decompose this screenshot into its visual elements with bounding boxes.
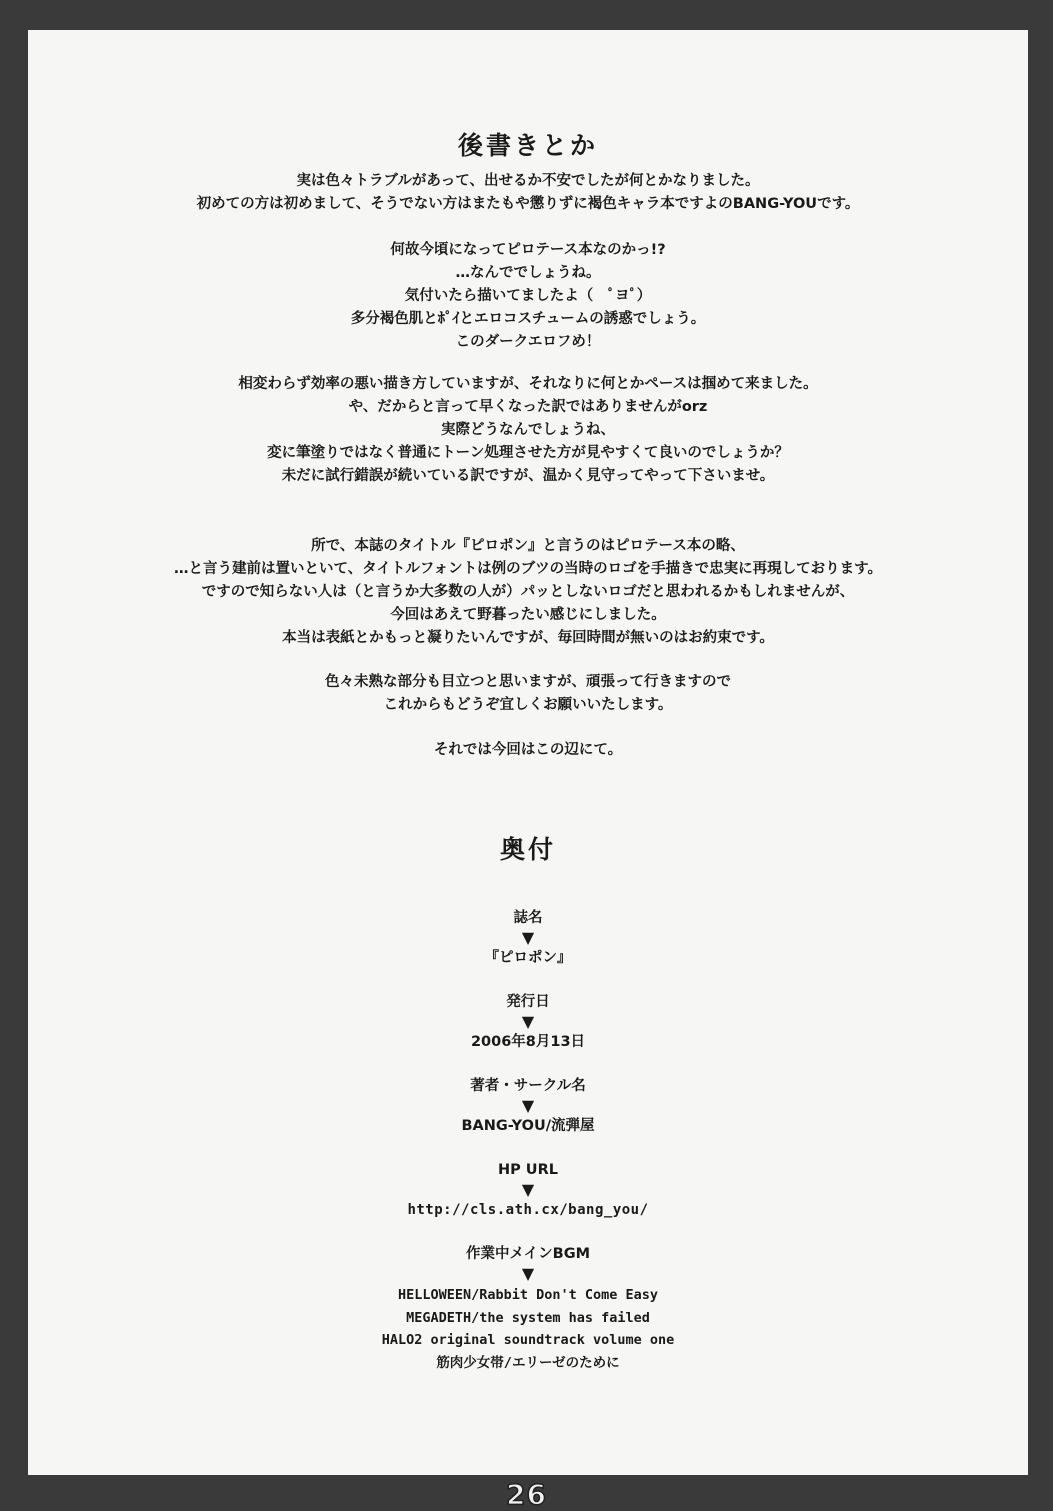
- text-line: このダークエロフめ！: [455, 334, 601, 350]
- text-line: 変に筆塗りではなく普通にトーン処理させた方が見やすくて良いのでしょうか？: [267, 445, 789, 461]
- afterword-paragraph-4: [28, 535, 1028, 650]
- entry-value: 『ピロポン』: [484, 950, 572, 966]
- down-arrow-icon: ▼: [521, 1264, 535, 1283]
- colophon-list: [28, 908, 1028, 1398]
- text-line: …なんででしょうね。: [455, 265, 601, 281]
- entry-label: HP URL: [498, 1162, 558, 1178]
- entry-label: 著者・サークル名: [470, 1078, 586, 1094]
- afterword-paragraph-1: [28, 170, 1028, 216]
- colophon-entry-title: [28, 908, 1028, 968]
- colophon-entry-date: [28, 992, 1028, 1052]
- text-line: 何故今頃になってピロテース本なのかっ!?: [390, 242, 666, 258]
- text-line: 実は色々トラブルがあって、出せるか不安でしたが何とかなりました。: [296, 173, 760, 189]
- list-item: HALO2 original soundtrack volume one: [381, 1332, 675, 1348]
- page-number: 26: [506, 1478, 547, 1511]
- afterword-paragraph-6: [28, 739, 1028, 762]
- afterword-paragraph-5: [28, 671, 1028, 717]
- text-line: 相変わらず効率の悪い描き方していますが、それなりに何とかペースは掴めて来ました。: [238, 376, 818, 392]
- text-line: 未だに試行錯誤が続いている訳ですが、温かく見守ってやって下さいませ。: [281, 468, 775, 484]
- down-arrow-icon: ▼: [521, 1096, 535, 1115]
- text-line: 今回はあえて野暮ったい感じにしました。: [390, 607, 666, 623]
- colophon-entry-author: [28, 1076, 1028, 1136]
- afterword-title: 後書きとか: [457, 131, 598, 160]
- text-line: 多分褐色肌とﾎﾟｲとエロコスチュームの誘惑でしょう。: [350, 311, 706, 327]
- text-line: これからもどうぞ宜しくお願いいたします。: [383, 697, 673, 713]
- colophon-title: 奥付: [499, 835, 556, 864]
- text-line: 所で、本誌のタイトル『ピロポン』と言うのはピロテース本の略、: [311, 538, 745, 554]
- text-line: それでは今回はこの辺にて。: [433, 742, 623, 758]
- text-line: 色々未熟な部分も目立つと思いますが、頑張って行きますので: [325, 674, 731, 690]
- list-item: 筋肉少女帯/エリーゼのために: [436, 1354, 620, 1371]
- afterword-paragraph-3: [28, 373, 1028, 488]
- colophon-entry-bgm: [28, 1244, 1028, 1374]
- entry-label: 発行日: [506, 994, 550, 1010]
- entry-value: BANG-YOU/流弾屋: [461, 1118, 595, 1134]
- text-line: ですので知らない人は（と言うか大多数の人が）パッとしないロゴだと思われるかもしれませんが、: [201, 584, 855, 600]
- list-item: MEGADETH/the system has failed: [406, 1309, 650, 1326]
- down-arrow-icon: ▼: [521, 928, 535, 947]
- list-item: HELLOWEEN/Rabbit Don't Come Easy: [397, 1287, 659, 1303]
- entry-value: 2006年8月13日: [470, 1034, 586, 1050]
- text-line: 実際どうなんでしょうね、: [441, 422, 615, 438]
- homepage-url: http://cls.ath.cx/bang_you/: [407, 1202, 649, 1218]
- text-line: …と言う建前は置いといて、タイトルフォントは例のブツの当時のロゴを手描きで忠実に再現しております。: [173, 561, 883, 577]
- down-arrow-icon: ▼: [521, 1012, 535, 1031]
- text-line: や、だからと言って早くなった訳ではありませんがorz: [348, 399, 708, 415]
- text-line: 本当は表紙とかもっと凝りたいんですが、毎回時間が無いのはお約束です。: [282, 630, 774, 646]
- text-line: 気付いたら描いてましたよ（ ﾟヨﾟ）: [404, 288, 652, 304]
- afterword-paragraph-2: [28, 239, 1028, 354]
- bgm-list: [28, 1284, 1028, 1374]
- colophon-entry-url: [28, 1160, 1028, 1220]
- down-arrow-icon: ▼: [521, 1180, 535, 1199]
- text-line: 初めての方は初めまして、そうでない方はまたもや懲りずに褐色キャラ本ですよのBANG-YOUです。: [196, 196, 860, 212]
- page-sheet: [28, 30, 1028, 1475]
- entry-label: 作業中メインBGM: [465, 1246, 591, 1262]
- entry-label: 誌名: [513, 910, 543, 926]
